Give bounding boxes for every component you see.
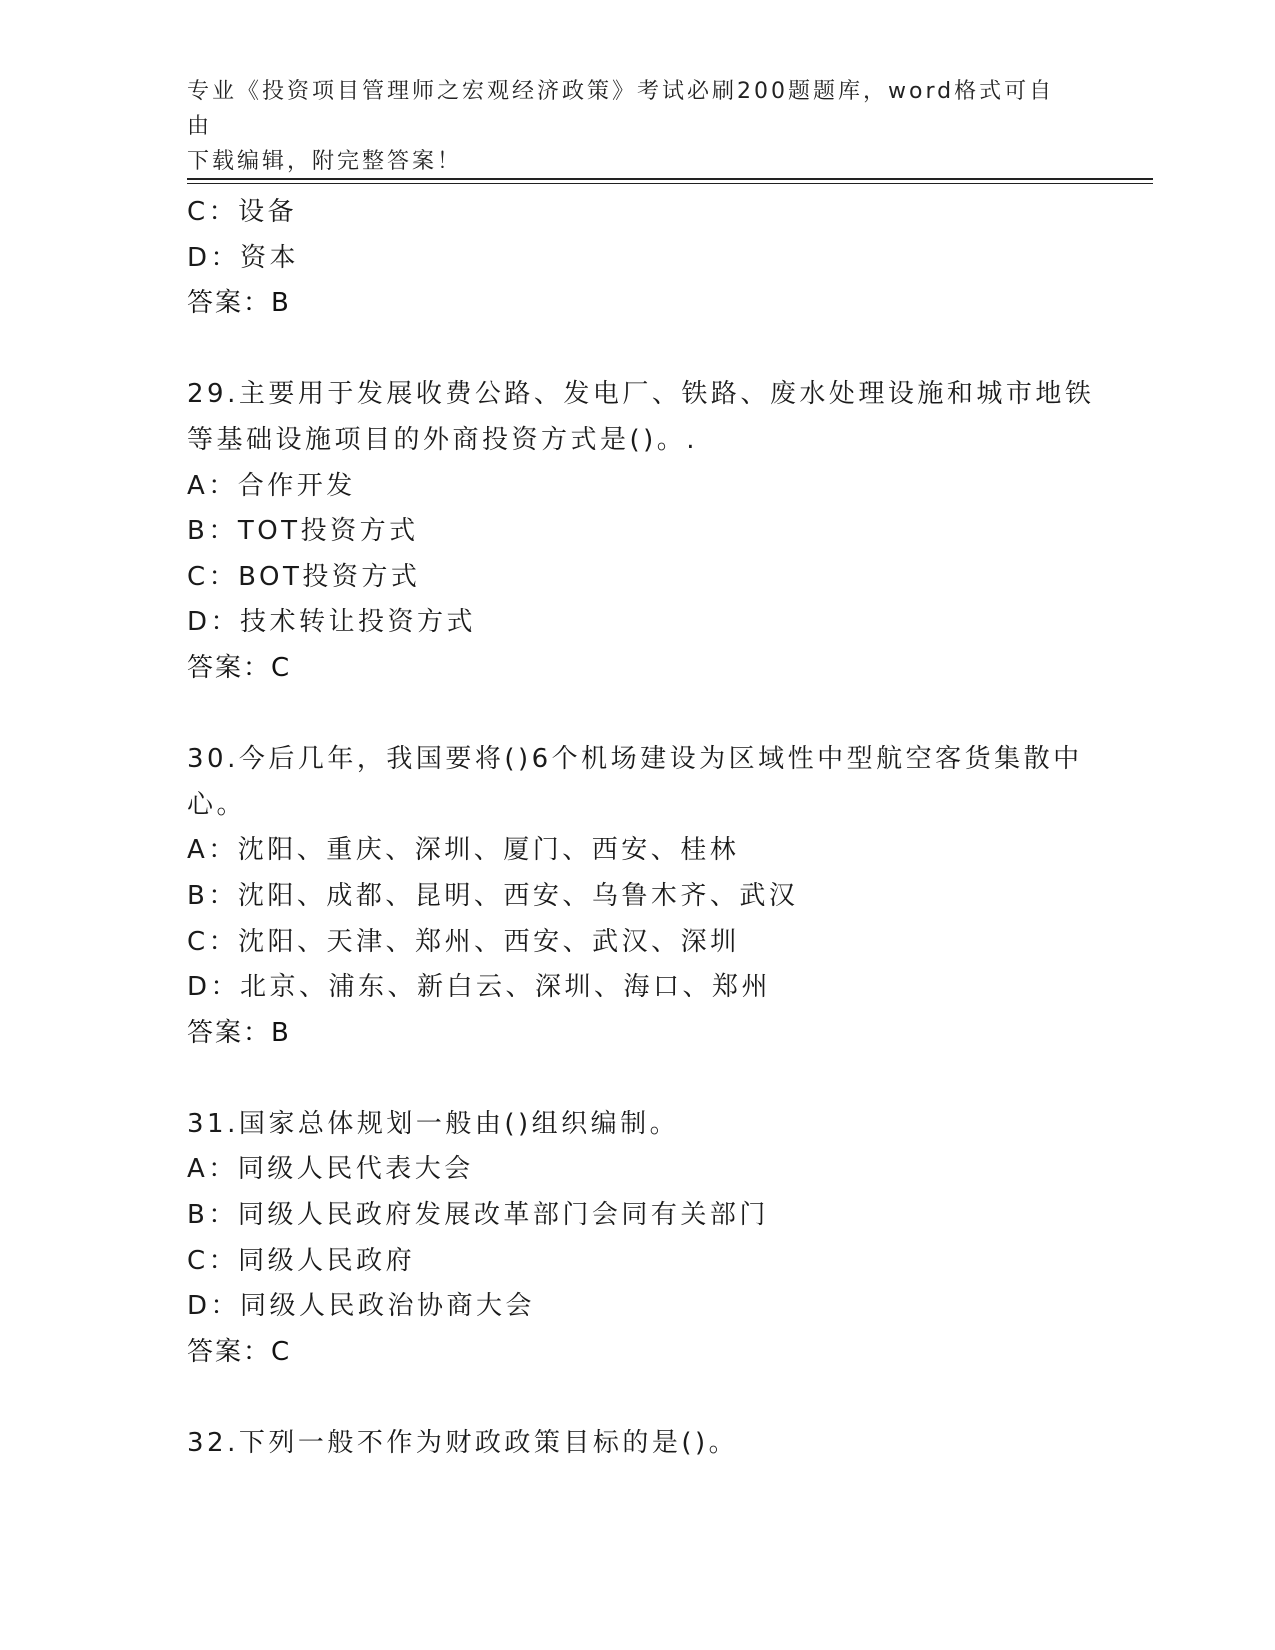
- option: B：同级人民政府发展改革部门会同有关部门: [187, 1200, 769, 1231]
- option: D：资本: [187, 242, 300, 273]
- spacer: [187, 1375, 1087, 1421]
- header-rule-thick: [187, 178, 1153, 180]
- spacer: [187, 692, 1087, 738]
- question-31: [187, 1102, 1087, 1376]
- document-header: [187, 74, 1067, 179]
- option: D：北京、浦东、新白云、深圳、海口、郑州: [187, 972, 772, 1003]
- header-rule-thin: [187, 183, 1153, 184]
- question-list: [187, 190, 1095, 1467]
- answer: 答案：B: [187, 1017, 291, 1048]
- header-line-2: 下载编辑，附完整答案！: [187, 149, 463, 174]
- question-carryover: [187, 190, 1087, 327]
- option: B：沈阳、成都、昆明、西安、乌鲁木齐、武汉: [187, 880, 799, 911]
- question-stem: 心。: [187, 789, 247, 820]
- option: C：BOT投资方式: [187, 561, 421, 592]
- option: D：同级人民政治协商大会: [187, 1291, 536, 1322]
- question-stem: 等基础设施项目的外商投资方式是()。.: [187, 424, 699, 455]
- question-29: [187, 372, 1095, 691]
- header-line-1: 专业《投资项目管理师之宏观经济政策》考试必刷200题题库，word格式可自由: [187, 79, 1055, 139]
- option: A：同级人民代表大会: [187, 1154, 474, 1185]
- option: A：合作开发: [187, 470, 356, 501]
- option: C：同级人民政府: [187, 1245, 416, 1276]
- option: B：TOT投资方式: [187, 516, 419, 547]
- answer: 答案：C: [187, 652, 292, 683]
- question-30: [187, 737, 1087, 1056]
- option: C：设备: [187, 197, 298, 227]
- option: D：技术转让投资方式: [187, 607, 477, 638]
- option: A：沈阳、重庆、深圳、厦门、西安、桂林: [187, 835, 740, 866]
- question-stem: 31.国家总体规划一般由()组织编制。: [187, 1108, 680, 1139]
- question-stem: 29.主要用于发展收费公路、发电厂、铁路、废水处理设施和城市地铁: [187, 379, 1095, 410]
- question-32: [187, 1421, 1087, 1467]
- answer: 答案：C: [187, 1336, 292, 1367]
- question-stem: 30.今后几年，我国要将()6个机场建设为区域性中型航空客货集散中: [187, 744, 1083, 775]
- option: C：沈阳、天津、郑州、西安、武汉、深圳: [187, 926, 740, 957]
- spacer: [187, 327, 1087, 373]
- spacer: [187, 1056, 1087, 1102]
- answer: 答案：B: [187, 288, 291, 319]
- question-stem: 32.下列一般不作为财政政策目标的是()。: [187, 1428, 739, 1459]
